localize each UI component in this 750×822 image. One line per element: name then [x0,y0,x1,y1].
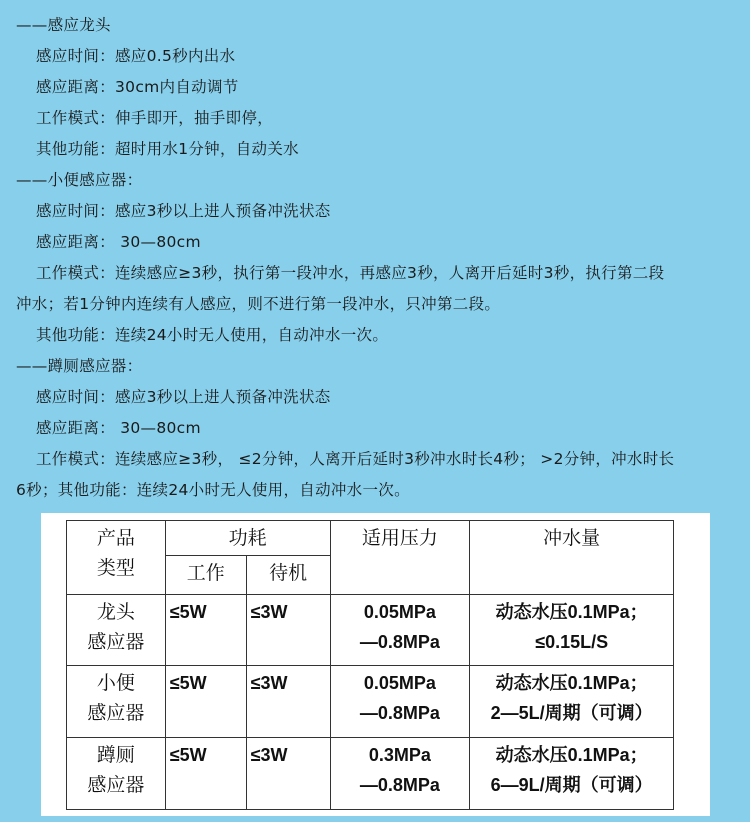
spec-text [0,10,750,506]
squat-distance: 感应距离： 30—80cm [36,419,201,437]
urinal-other: 其他功能：连续24小时无人使用，自动冲水一次。 [36,326,389,344]
squat-mode-line2: 6秒；其他功能：连续24小时无人使用，自动冲水一次。 [16,481,410,499]
table-header-row [67,521,674,556]
row-pressure: 0.05MPa —0.8MPa [330,666,470,738]
header-pressure: 适用压力 [330,521,470,595]
row-type: 龙头 感应器 [67,594,166,666]
row-flush: 动态水压0.1MPa； 6—9L/周期（可调） [470,738,674,810]
header-flush: 冲水量 [470,521,674,595]
header-working: 工作 [165,556,246,595]
header-standby: 待机 [246,556,330,595]
row-pressure: 0.05MPa —0.8MPa [330,594,470,666]
row-working: ≤5W [165,666,246,738]
urinal-time: 感应时间：感应3秒以上进人预备冲洗状态 [36,202,331,220]
row-flush: 动态水压0.1MPa； ≤0.15L/S [470,594,674,666]
squat-time: 感应时间：感应3秒以上进人预备冲洗状态 [36,388,331,406]
spec-table [66,520,674,810]
row-working: ≤5W [165,738,246,810]
row-standby: ≤3W [246,666,330,738]
table-row [67,666,674,738]
urinal-distance: 感应距离： 30—80cm [36,233,201,251]
urinal-mode-line1: 工作模式：连续感应≥3秒，执行第一段冲水，再感应3秒，人离开后延时3秒，执行第二段 [36,264,665,282]
row-standby: ≤3W [246,738,330,810]
header-type: 产品 类型 [67,521,166,595]
row-type: 小便 感应器 [67,666,166,738]
faucet-distance: 感应距离：30cm内自动调节 [36,78,239,96]
faucet-heading: ——感应龙头 [16,16,111,34]
squat-mode-line1: 工作模式：连续感应≥3秒， ≤2分钟，人离开后延时3秒冲水时长4秒； >2分钟，冲水时长 [36,450,675,468]
urinal-mode-line2: 冲水；若1分钟内连续有人感应，则不进行第一段冲水，只冲第二段。 [16,295,501,313]
row-type: 蹲厕 感应器 [67,738,166,810]
table-row [67,594,674,666]
faucet-mode: 工作模式：伸手即开，抽手即停， [36,109,274,127]
urinal-heading: ——小便感应器： [16,171,143,189]
faucet-time: 感应时间：感应0.5秒内出水 [36,47,236,65]
row-flush: 动态水压0.1MPa； 2—5L/周期（可调） [470,666,674,738]
row-standby: ≤3W [246,594,330,666]
faucet-other: 其他功能：超时用水1分钟，自动关水 [36,140,299,158]
squat-heading: ——蹲厕感应器： [16,357,143,375]
row-working: ≤5W [165,594,246,666]
table-row [67,738,674,810]
row-pressure: 0.3MPa —0.8MPa [330,738,470,810]
spec-table-card [41,513,710,816]
header-power: 功耗 [165,521,330,556]
